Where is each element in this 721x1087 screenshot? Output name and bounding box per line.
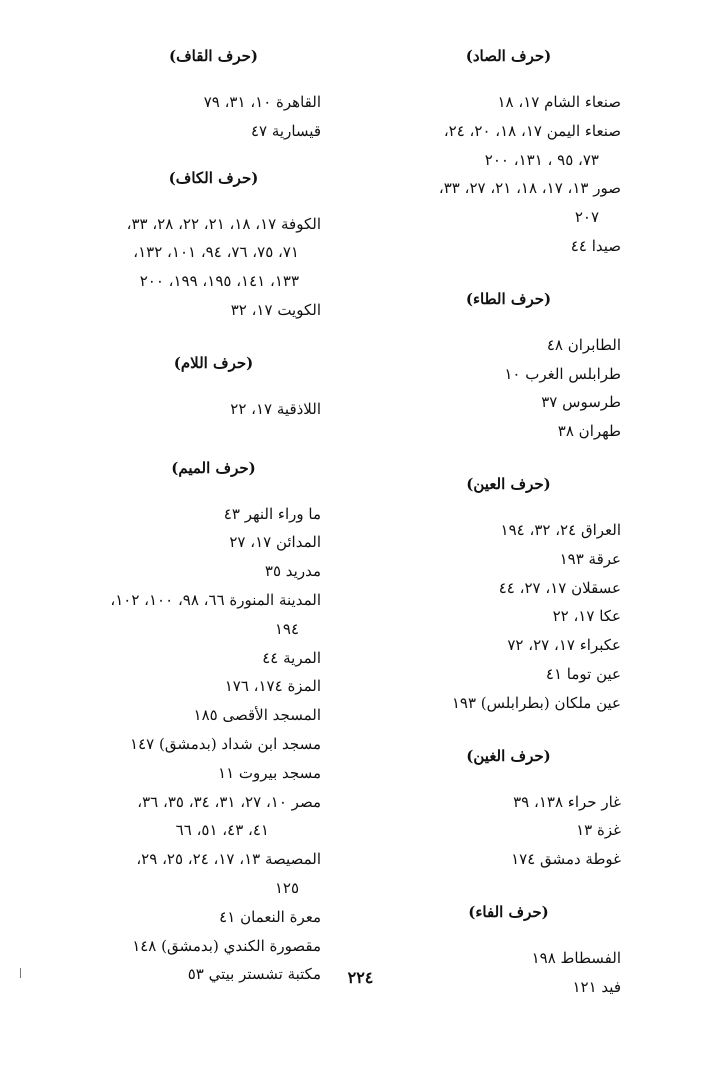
index-entry: المرية ٤٤ (262, 648, 321, 667)
index-entry: المزة ١٧٤، ١٧٦ (224, 677, 321, 696)
index-entry-continuation: ٧٣، ٩٥ ، ١٣١، ٢٠٠ (484, 150, 599, 169)
index-entry: طرابلس الغرب ١٠ (504, 364, 621, 383)
index-entry: مسجد ابن شداد (بدمشق) ١٤٧ (130, 734, 321, 753)
index-entry: غوطة دمشق ١٧٤ (511, 850, 621, 869)
section-heading-fa: (حرف الفاء) (468, 902, 549, 921)
index-entry: صنعاء الشام ١٧، ١٨ (497, 93, 621, 111)
index-entry: المصيصة ١٣، ١٧، ٢٤، ٢٥، ٢٩، (136, 850, 321, 869)
index-entry: غار حراء ١٣٨، ٣٩ (513, 792, 621, 811)
index-entry: عسقلان ١٧، ٢٧، ٤٤ (498, 578, 621, 597)
index-entry: المسجد الأقصى ١٨٥ (193, 706, 321, 725)
left-column (76, 42, 321, 989)
index-entry: عين ملكان (بطرابلس) ١٩٣ (451, 693, 621, 712)
index-entry-continuation: ٢٠٧ (574, 208, 599, 227)
index-entry-continuation: ١٣٣، ١٤١، ١٩٥، ١٩٩، ٢٠٠ (139, 272, 299, 291)
index-entry: مسجد بيروت ١١ (218, 763, 321, 782)
index-entry: طرسوس ٣٧ (541, 393, 621, 412)
index-entry: صيدا ٤٤ (570, 236, 621, 255)
index-entry: صنعاء اليمن ١٧، ١٨، ٢٠، ٢٤، (443, 121, 621, 140)
index-entry: طهران ٣٨ (557, 422, 621, 441)
index-entry: مصر ١٠، ٢٧، ٣١، ٣٤، ٣٥، ٣٦، (137, 792, 321, 811)
section-heading-qaf: (حرف القاف) (169, 47, 258, 65)
index-entry: ما وراء النهر ٤٣ (223, 504, 321, 523)
index-entry: مكتبة تشستر بيتي ٥٣ (187, 965, 321, 984)
index-entry: مدريد ٣٥ (264, 562, 321, 581)
index-entry: معرة النعمان ٤١ (219, 907, 321, 926)
index-entry: القاهرة ١٠، ٣١، ٧٩ (203, 93, 321, 111)
index-entry-continuation: ٧١، ٧٥، ٧٦، ٩٤، ١٠١، ١٣٢، (133, 243, 299, 262)
section-heading-ghain: (حرف الغين) (466, 746, 551, 765)
section-heading-kaf: (حرف الكاف) (168, 168, 259, 187)
index-entry: عكبراء ١٧، ٢٧، ٧٢ (507, 636, 621, 655)
index-entry-continuation: ١٢٥ (274, 878, 299, 897)
index-entry: الكويت ١٧، ٣٢ (230, 300, 321, 319)
index-entry-continuation: ١٩٤ (274, 619, 299, 638)
index-entry: المدائن ١٧، ٢٧ (229, 533, 321, 552)
index-entry: صور ١٣، ١٧، ١٨، ٢١، ٢٧، ٣٣، (438, 179, 621, 198)
index-entry: الكوفة ١٧، ١٨، ٢١، ٢٢، ٢٨، ٣٣، (126, 214, 321, 233)
index-entry: قيسارية ٤٧ (250, 121, 321, 140)
section-heading-mim: (حرف الميم) (171, 458, 256, 477)
page-edge-mark (20, 968, 21, 978)
index-entry: عين توما ٤١ (545, 664, 621, 683)
section-heading-lam: (حرف اللام) (173, 353, 254, 372)
index-entry: الطابران ٤٨ (546, 335, 621, 354)
index-entry-continuation: ٤١، ٤٣، ٥١، ٦٦ (175, 821, 269, 840)
index-entry: غزة ١٣ (576, 821, 621, 840)
section-heading-ain: (حرف العين) (466, 474, 551, 493)
index-entry: المدينة المنورة ٦٦، ٩٨، ١٠٠، ١٠٢، (110, 590, 321, 609)
right-column (366, 42, 621, 1002)
section-heading-sad: (حرف الصاد) (465, 47, 552, 65)
index-entry: عكا ١٧، ٢٢ (552, 607, 621, 626)
section-heading-ta: (حرف الطاء) (465, 289, 552, 308)
index-entry: الفسطاط ١٩٨ (531, 948, 621, 967)
index-entry: عرقة ١٩٣ (559, 549, 621, 568)
index-entry: العراق ٢٤، ٣٢، ١٩٤ (500, 520, 621, 539)
index-entry: اللاذقية ١٧، ٢٢ (230, 399, 321, 418)
page-number: ٢٢٤ (347, 968, 374, 987)
index-entry: فيد ١٢١ (572, 977, 621, 996)
index-entry: مقصورة الكندي (بدمشق) ١٤٨ (132, 936, 321, 955)
